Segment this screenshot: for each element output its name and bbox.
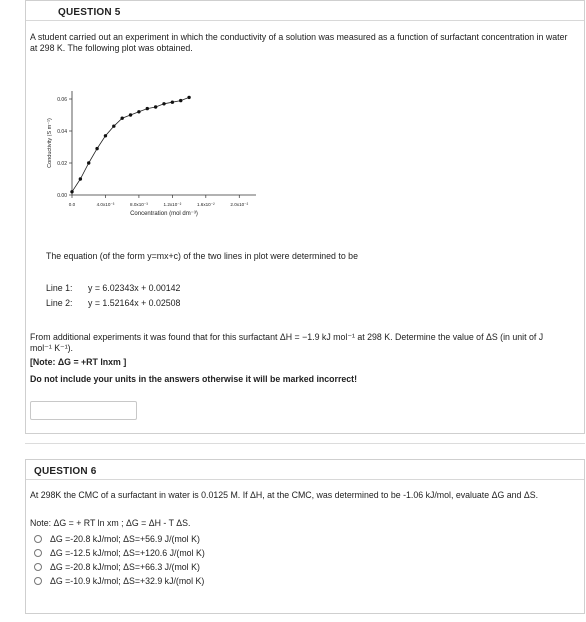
option-radio[interactable]: [34, 549, 42, 557]
question-5-note: [Note: ΔG = +RT lnxm ]: [30, 357, 127, 367]
y-tick-label: 0.06: [57, 97, 67, 103]
question-5-title: QUESTION 5: [58, 7, 121, 18]
x-tick-label: 2.0x10⁻²: [230, 202, 249, 207]
data-point: [146, 107, 149, 110]
data-point: [104, 134, 107, 137]
data-point: [87, 161, 90, 164]
option-radio[interactable]: [34, 563, 42, 571]
x-axis-label: Concentration (mol dm⁻³): [130, 211, 198, 217]
data-point: [95, 147, 98, 150]
data-point: [179, 99, 182, 102]
question-6-note: Note: ΔG = + RT ln xm ; ΔG = ΔH - T ΔS.: [30, 518, 191, 528]
option-label: ΔG =-12.5 kJ/mol; ΔS=+120.6 J/(mol K): [50, 548, 205, 558]
answer-option[interactable]: [34, 533, 334, 546]
question-6-header: [26, 460, 584, 480]
data-point: [79, 177, 82, 180]
question-5-answer-input[interactable]: [30, 401, 137, 420]
question-5-prompt-line2: mol⁻¹ K⁻¹).: [30, 343, 74, 353]
x-tick-label: 4.0x10⁻³: [96, 202, 115, 207]
section-divider: [25, 443, 585, 444]
question-5-prompt-line1: From additional experiments it was found that for this surfactant ΔH = −1.9 kJ mol⁻¹ at 298 K. Determine the value of ΔS (in unit of J: [30, 332, 544, 342]
x-tick-label: 0.0: [68, 202, 76, 207]
data-point: [137, 110, 140, 113]
line2-label: Line 2:: [46, 298, 73, 308]
question-6-title: QUESTION 6: [34, 466, 97, 477]
option-label: ΔG =-20.8 kJ/mol; ΔS=+56.9 J/(mol K): [50, 534, 200, 544]
equation-intro: The equation (of the form y=mx+c) of the two lines in plot were determined to be: [46, 251, 358, 261]
y-tick-label: 0.04: [57, 129, 67, 135]
question-6-card: [25, 459, 585, 614]
data-point: [120, 117, 123, 120]
conductivity-chart: [34, 83, 274, 233]
x-tick-label: 1.6x10⁻²: [196, 202, 215, 207]
line1-equation: y = 6.02343x + 0.00142: [88, 283, 181, 293]
series-line: [72, 97, 189, 191]
line2-equation: y = 1.52164x + 0.02508: [88, 298, 181, 308]
question-5-intro: A student carried out an experiment in which the conductivity of a solution was measured as a function of surfactant concentration in water at 298 K. The following plot was obtained.: [30, 32, 568, 53]
data-point: [154, 105, 157, 108]
option-label: ΔG =-10.9 kJ/mol; ΔS=+32.9 kJ/(mol K): [50, 576, 205, 586]
question-5-card: [25, 0, 585, 434]
data-point: [171, 101, 174, 104]
data-point: [112, 125, 115, 128]
question-5-warning: Do not include your units in the answers otherwise it will be marked incorrect!: [30, 374, 358, 384]
data-point: [129, 113, 132, 116]
answer-option[interactable]: [34, 575, 334, 588]
option-radio[interactable]: [34, 535, 42, 543]
data-point: [187, 96, 190, 99]
data-point: [70, 190, 73, 193]
data-point: [162, 102, 165, 105]
question-6-intro: At 298K the CMC of a surfactant in water is 0.0125 M. If ΔH, at the CMC, was determined to be -1.06 kJ/mol, evaluate ΔG and ΔS.: [30, 490, 539, 500]
option-radio[interactable]: [34, 577, 42, 585]
x-tick-label: 8.0x10⁻³: [130, 202, 148, 207]
option-label: ΔG =-20.8 kJ/mol; ΔS=+66.3 J/(mol K): [50, 562, 200, 572]
y-tick-label: 0.00: [57, 193, 67, 199]
line1-label: Line 1:: [46, 283, 73, 293]
y-axis-label: Conductivity (S m⁻¹): [47, 118, 53, 168]
question-5-header: [26, 1, 584, 21]
y-tick-label: 0.02: [57, 161, 67, 167]
answer-option[interactable]: [34, 561, 334, 574]
answer-option[interactable]: [34, 547, 334, 560]
x-tick-label: 1.2x10⁻²: [163, 202, 182, 207]
